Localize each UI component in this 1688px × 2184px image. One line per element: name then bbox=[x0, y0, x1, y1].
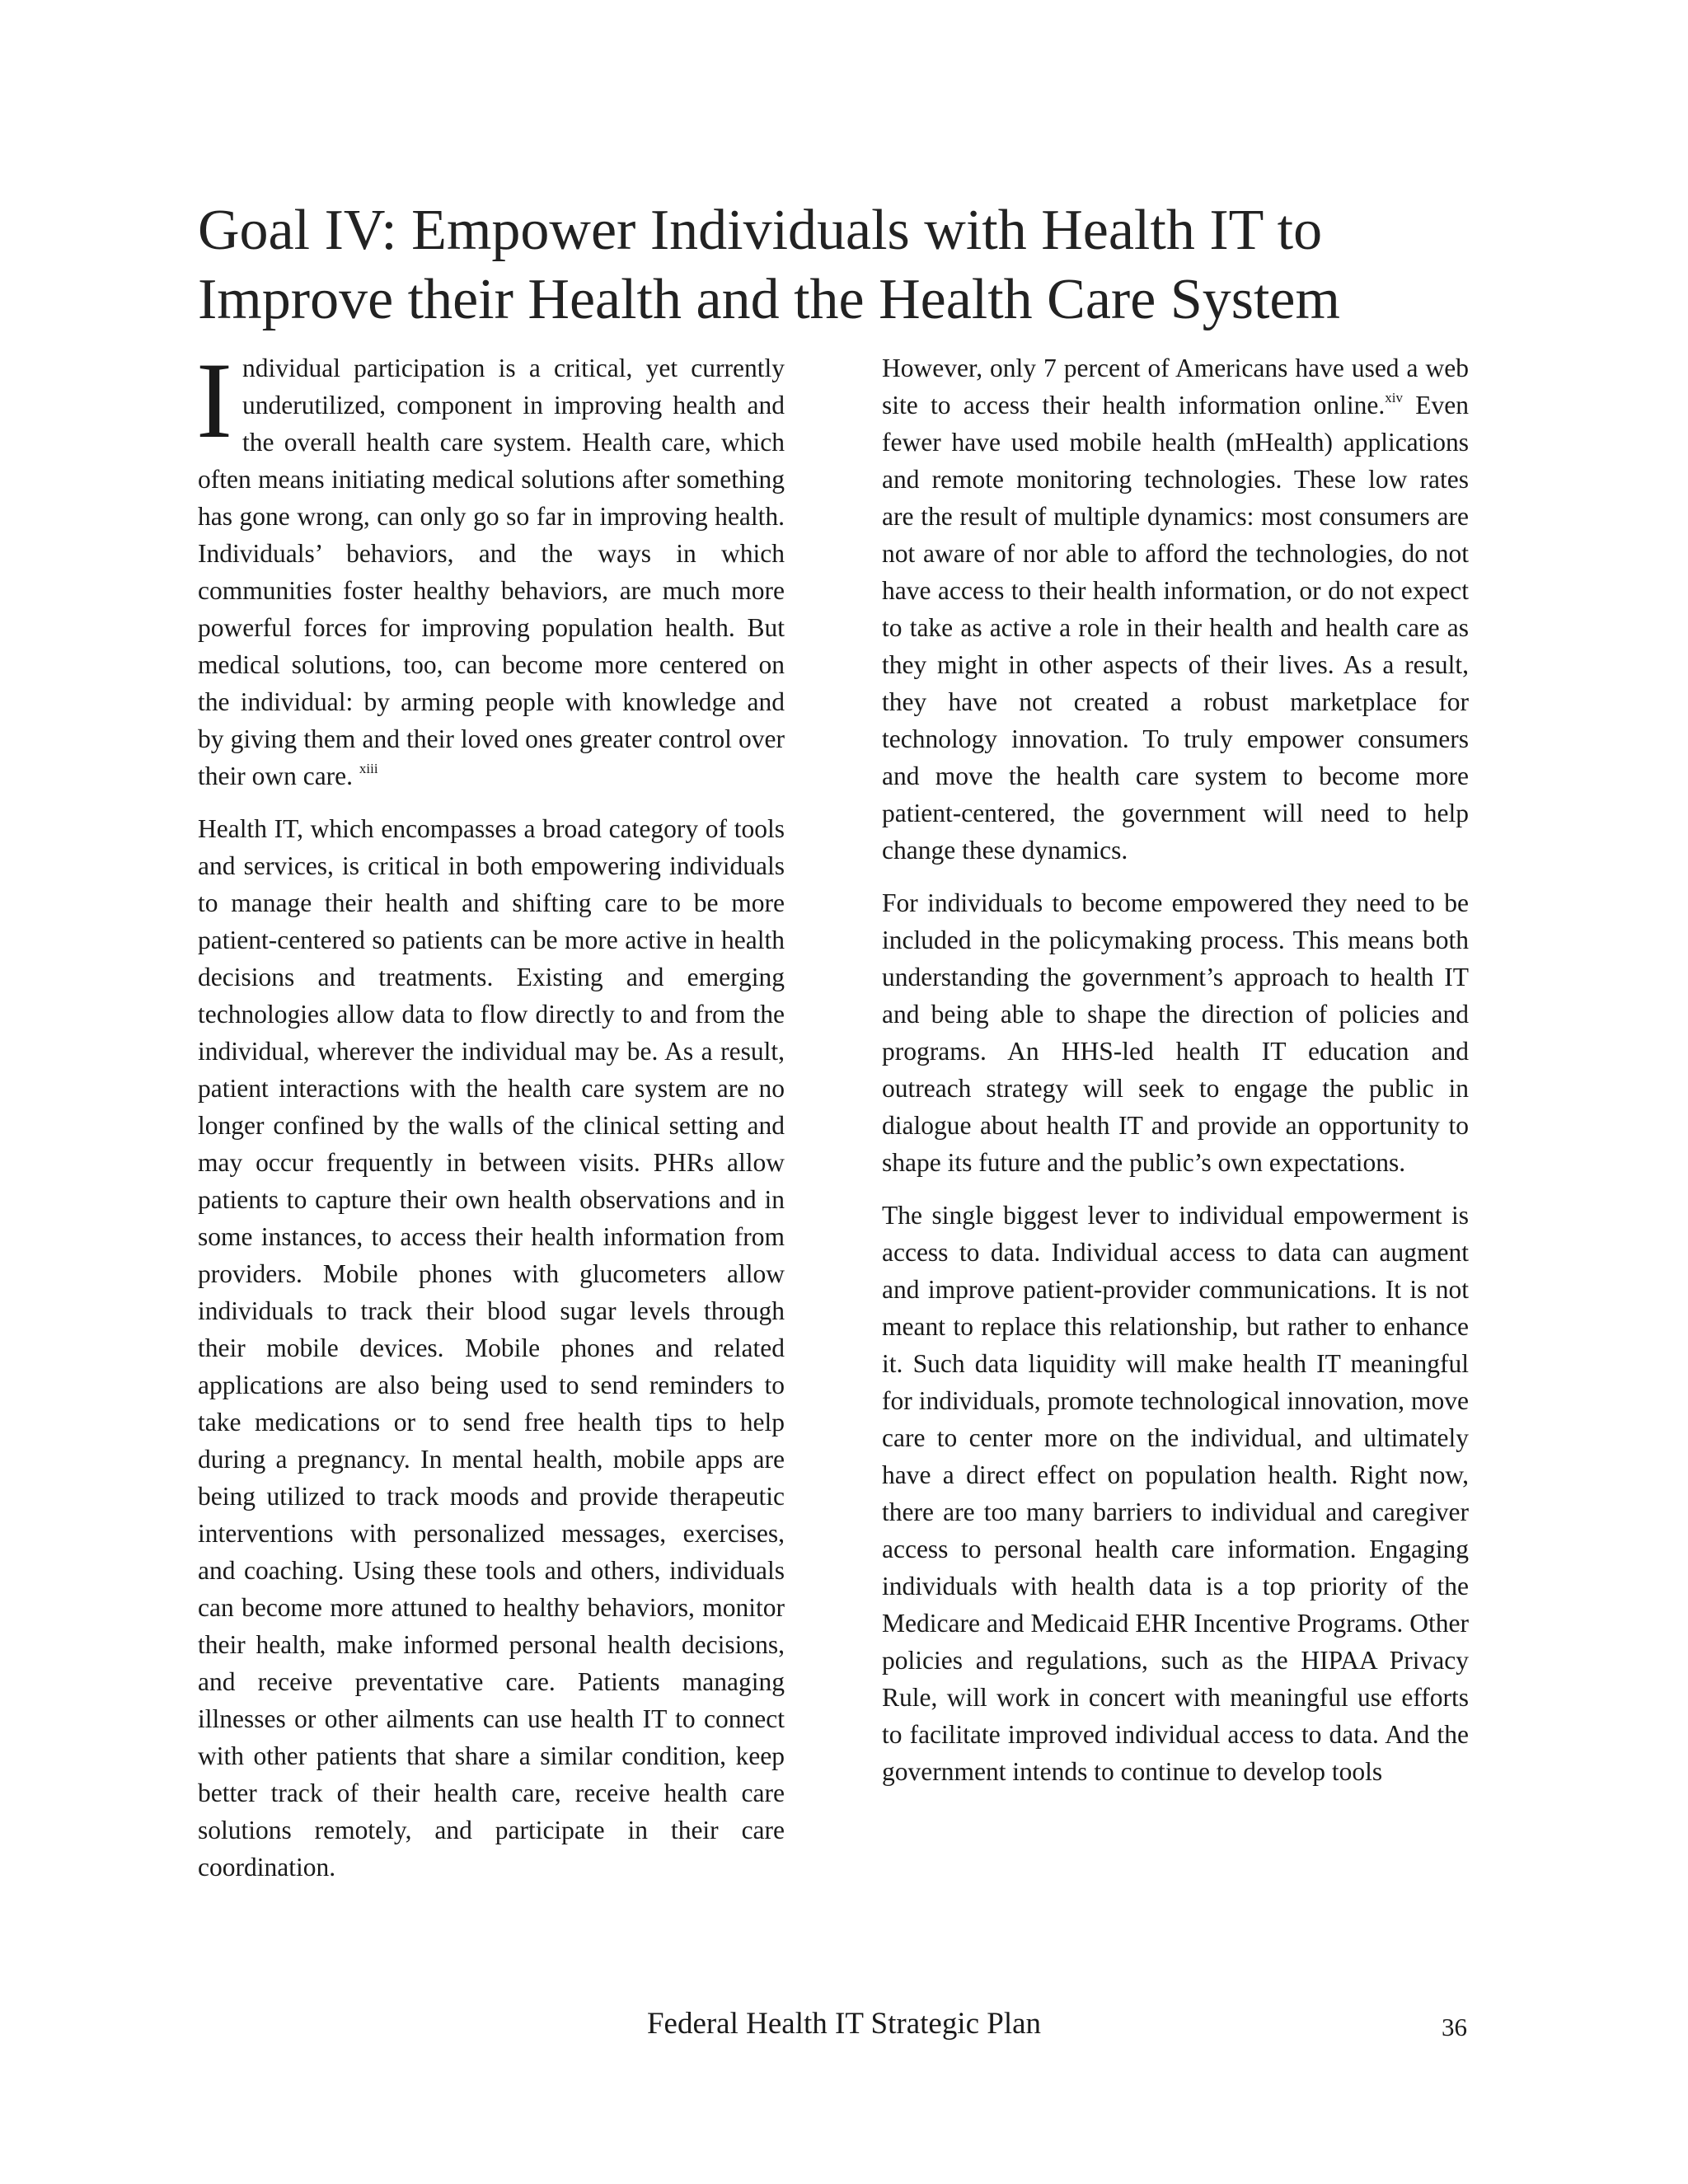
drop-cap: I bbox=[196, 340, 232, 461]
left-paragraph-1 bbox=[196, 340, 785, 794]
right-paragraph-1-text-b: Even fewer have used mobile health (mHealth) applications and remote monitoring technologies. These low rates are the result of multiple dynamics: most consumers are not aware of nor able to afford the technologies, do not have access to their health information, or do not expect to take as active a role in their health and health care as they might in other aspects of their lives. As a result, they have not created a robust marketplace for technology innovation. To truly empower consumers and move the health care system to become more patient-centered, the government will need to help change these dynamics. bbox=[882, 391, 1469, 865]
page-number: 36 bbox=[1442, 2013, 1467, 2041]
page-title bbox=[198, 196, 1517, 335]
endnote-marker: xiii bbox=[359, 761, 378, 776]
left-paragraph-1-text: ndividual participation is a critical, yet currently underutilized, component in improving health and the overall health care system. Health care, which often means initiating medical solutions after something has gone wrong, can only go so far in improving health. Individuals’ behaviors, and the ways in which communities foster healthy behaviors, are much more powerful forces for improving population health. But medical solutions, too, can become more centered on the individual: by arming people with knowledge and by giving them and their loved ones greater control over their own care. bbox=[198, 354, 785, 790]
title-line-2: Improve their Health and the Health Care System bbox=[198, 268, 1340, 331]
right-paragraph-2: For individuals to become empowered they need to be included in the policymaking process. This means both understanding the government’s approach to health IT and being able to shape the direction of policies and programs. An HHS-led health IT education and outreach strategy will seek to engage the public in dialogue about health IT and provide an opportunity to shape its future and the public’s own expectations. bbox=[882, 888, 1469, 1177]
right-paragraph-1-text-a: However, only 7 percent of Americans have used a web site to access their health information online. bbox=[882, 354, 1469, 419]
right-paragraph-1 bbox=[882, 349, 1469, 869]
left-paragraph-2: Health IT, which encompasses a broad category of tools and services, is critical in both empowering individuals to manage their health and shifting care to be more patient-centered so patients can be more active in health decisions and treatments. Existing and emerging technologies allow data to flow directly to and from the individual, wherever the individual may be. As a result, patient interactions with the health care system are no longer confined by the walls of the clinical setting and may occur frequently in between visits. PHRs allow patients to capture their own health observations and in some instances, to access their health information from providers. Mobile phones with glucometers allow individuals to track their blood sugar levels through their mobile devices. Mobile phones and related applications are also being used to send reminders to take medications or to send free health tips to help during a pregnancy. In mental health, mobile apps are being utilized to track moods and provide therapeutic interventions with personalized messages, exercises, and coaching. Using these tools and others, individuals can become more attuned to healthy behaviors, monitor their health, make informed personal health decisions, and receive preventative care. Patients managing illnesses or other ailments can use health IT to connect with other patients that share a similar condition, keep better track of their health care, receive health care solutions remotely, and participate in their care coordination. bbox=[198, 814, 785, 1882]
right-paragraph-3: The single biggest lever to individual empowerment is access to data. Individual access to data can augment and improve patient-provider communications. It is not meant to replace this relationship, but rather to enhance it. Such data liquidity will make health IT meaningful for individuals, promote technological innovation, move care to center more on the individual, and ultimately have a direct effect on population health. Right now, there are too many barriers to individual and caregiver access to personal health care information. Engaging individuals with health data is a top priority of the Medicare and Medicaid EHR Incentive Programs. Other policies and regulations, such as the HIPAA Privacy Rule, will work in concert with meaningful use efforts to facilitate improved individual access to data. And the government intends to continue to develop tools bbox=[882, 1201, 1469, 1786]
left-column bbox=[196, 340, 785, 1901]
endnote-marker: xiv bbox=[1385, 390, 1403, 405]
footer-title: Federal Health IT Strategic Plan bbox=[646, 2007, 1042, 2041]
right-column bbox=[882, 349, 1469, 1806]
title-line-1: Goal IV: Empower Individuals with Health IT to bbox=[198, 199, 1323, 262]
